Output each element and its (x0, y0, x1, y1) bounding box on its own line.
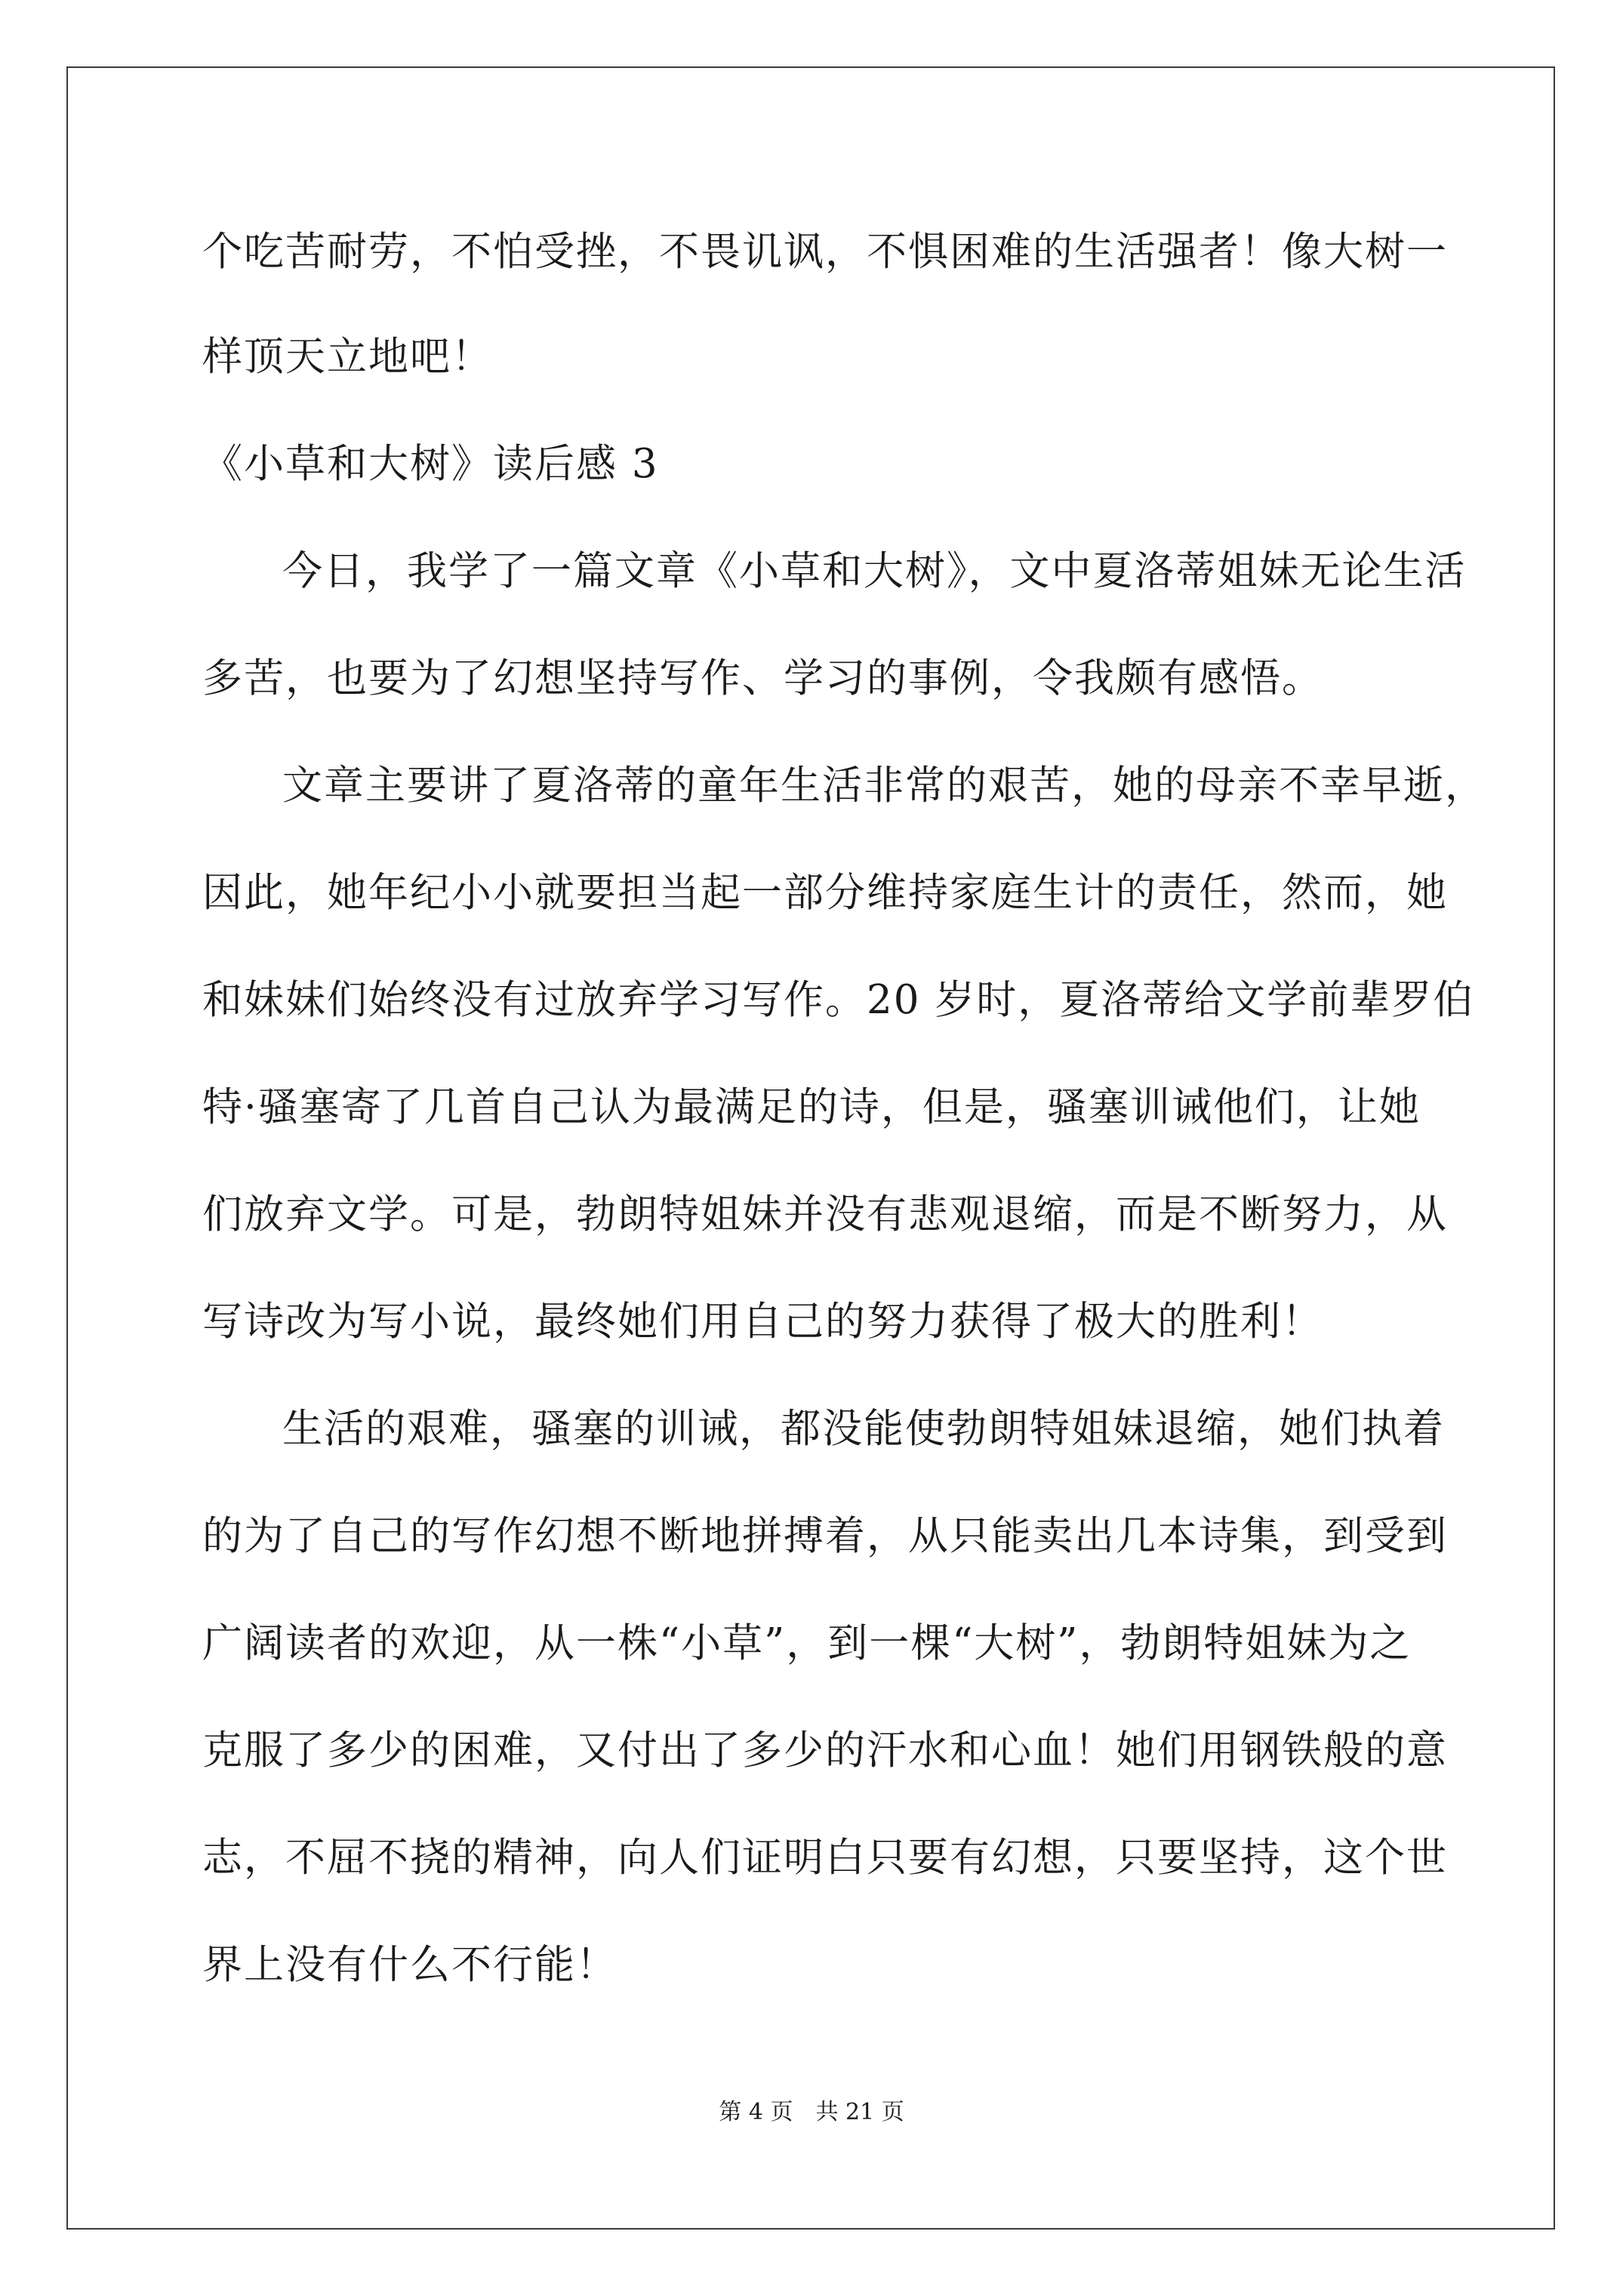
page-number-total: 共 21 页 (815, 2099, 904, 2125)
body-text-line: 克服了多少的困难，又付出了多少的汗水和心血！她们用钢铁般的意 (202, 1727, 1448, 1774)
body-text-line: 的为了自己的写作幻想不断地拼搏着，从只能卖出几本诗集，到受到 (202, 1513, 1448, 1559)
body-text-line: 多苦，也要为了幻想坚持写作、学习的事例，令我颇有感悟。 (202, 655, 1323, 701)
body-text-line: 和妹妹们始终没有过放弃学习写作。20 岁时，夏洛蒂给文学前辈罗伯 (202, 977, 1475, 1023)
paragraph-first-line: 生活的艰难，骚塞的训诫，都没能使勃朗特姐妹退缩，她们执着 (282, 1406, 1445, 1452)
page-number-current: 第 4 页 (719, 2099, 793, 2125)
body-text-line: 界上没有什么不行能！ (202, 1942, 617, 1988)
body-text-line: 个吃苦耐劳，不怕受挫，不畏讥讽，不惧困难的生活强者！像大树一 (202, 229, 1448, 275)
body-text-line: 写诗改为写小说，最终她们用自己的努力获得了极大的胜利！ (202, 1299, 1323, 1345)
page-border (66, 66, 1555, 2230)
body-text-line: 特·骚塞寄了几首自己认为最满足的诗，但是，骚塞训诫他们，让她 (202, 1084, 1421, 1130)
section-heading: 《小草和大树》读后感 3 (202, 441, 659, 487)
body-text-line: 广阔读者的欢迎，从一株“小草”，到一棵“大树”，勃朗特姐妹为之 (202, 1620, 1412, 1666)
paragraph-first-line: 文章主要讲了夏洛蒂的童年生活非常的艰苦，她的母亲不幸早逝， (282, 763, 1486, 809)
body-text-line: 样顶天立地吧！ (202, 334, 493, 380)
paragraph-first-line: 今日，我学了一篇文章《小草和大树》，文中夏洛蒂姐妹无论生活 (282, 548, 1467, 594)
page-footer (0, 2099, 1623, 2126)
body-text-line: 们放弃文学。可是，勃朗特姐妹并没有悲观退缩，而是不断努力，从 (202, 1191, 1448, 1237)
body-text-line: 志，不屈不挠的精神，向人们证明白只要有幻想，只要坚持，这个世 (202, 1835, 1448, 1881)
body-text-line: 因此，她年纪小小就要担当起一部分维持家庭生计的责任，然而，她 (202, 870, 1448, 916)
